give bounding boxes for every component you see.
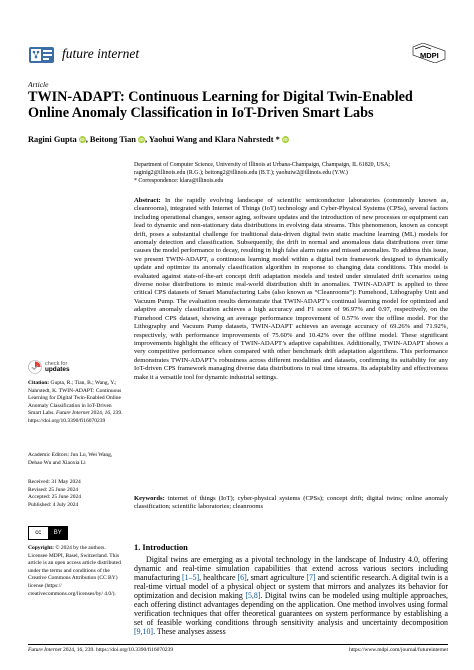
check-for-updates[interactable] [28, 360, 126, 374]
reference-link[interactable]: [6] [237, 573, 247, 582]
footer-divider [28, 644, 448, 645]
author-name: Yaohui Wang [148, 135, 200, 144]
article-title: TWIN-ADAPT: Continuous Learning for Digital Twin-Enabled Online Anomaly Classification in IoT-Driven Smart Labs [28, 89, 413, 121]
academic-editors: Academic Editors: Jun Lu, Wei Wang, Dehao Wu and Xiaoxia Li [28, 452, 113, 466]
reference-link[interactable]: [7] [306, 573, 316, 582]
orcid-icon[interactable]: iD [79, 137, 85, 142]
intro-text: , smart agriculture [246, 573, 307, 582]
journal-name: future internet [62, 46, 140, 61]
citation-text: Gupta, R.; Tian, B.; Wang, Y.; Nahrstedt, K. TWIN-ADAPT: Continuous Learning for Digital Twin-Enabled Online Anomaly Classification in IoT-Driven Smart Labs. [28, 380, 122, 417]
intro-text: Digital twins are emerging as a pivotal technology in the landscape of Industry 4.0, offering dynamic and real-time simulation capabilities that extend across various sectors including manufacturing [134, 555, 448, 582]
mdpi-logo-icon [411, 43, 447, 63]
section-heading: 1. Introduction [134, 543, 188, 552]
cc-license-badge[interactable] [28, 526, 68, 540]
author-name: Beitong Tian [89, 135, 139, 144]
citation-label: Citation: [28, 380, 50, 386]
date-received: Received: 31 May 2024 [28, 479, 81, 485]
author-separator: , [85, 135, 90, 144]
date-revised: Revised: 25 June 2024 [28, 486, 78, 493]
article-type: Article [28, 80, 49, 89]
date-accepted: Accepted: 25 June 2024 [28, 494, 81, 501]
correspondence: * Correspondence: klara@illinois.edu [134, 178, 224, 184]
affiliation-emails: raginig2@illinois.edu (R.G.); beitong2@illinois.edu (B.T.); yaohuiw2@illinois.edu (Y.W.) [134, 170, 348, 176]
citation-journal: Future Internet [55, 410, 90, 417]
citation-year: 2024, [89, 410, 105, 417]
citation-volume: 16 [104, 410, 111, 417]
citation-doi[interactable]: , 239. https://doi.org/10.3390/fi16070239 [28, 410, 123, 424]
reference-link[interactable]: [1–5] [182, 573, 200, 582]
reference-link[interactable]: [5,8] [245, 591, 261, 600]
author-name: Ragini Gupta [28, 135, 79, 144]
reference-link[interactable]: [9,10] [134, 627, 154, 636]
keywords-label: Keywords: [134, 495, 165, 502]
intro-text: . Digital twins can be modeled using multiple approaches, each offering distinct advantages depending on the application. One method involves using formal verification techniques that offer theoretical guarantees on system performance by establishing a set of feasible working conditions through sensitivity analysis and uncertainty decomposition [134, 591, 448, 627]
author-list [28, 135, 448, 144]
affiliation-line: Department of Computer Science, University of Illinois at Urbana-Champaign, Champaign, IL 61820, USA; [134, 162, 390, 168]
copyright-text: © 2024 by the authors. Licensee MDPI, Basel, Switzerland. This article is an open access article distributed under the terms and conditions of the Creative Commons Attribution (CC BY) license (https:// creativecommons.org/licenses/by/ 4.0/). [28, 545, 121, 597]
publication-dates [28, 479, 126, 509]
check-line1: check for [45, 361, 68, 367]
abstract [134, 197, 448, 382]
affiliation [134, 161, 454, 185]
author-separator: and [199, 135, 215, 144]
orcid-icon[interactable]: iD [139, 137, 144, 142]
keywords [134, 495, 448, 512]
keywords-text: internet of things (IoT); cyber-physical systems (CPSs); concept drift; digital twins; online anomaly classification; scientific laboratories; cleanrooms [134, 495, 448, 511]
abstract-label: Abstract: [134, 197, 161, 204]
orcid-icon[interactable]: iD [283, 137, 288, 142]
footer-journal-url[interactable]: https://www.mdpi.com/journal/futureinternet [349, 647, 448, 653]
copyright-notice [28, 545, 126, 598]
author-name: Klara Nahrstedt * [214, 135, 282, 144]
copyright-label: Copyright: [28, 545, 54, 551]
footer-journal: Future Internet [28, 647, 62, 653]
cc-icon: cc [29, 527, 49, 539]
citation-block [28, 380, 126, 426]
footer-citation [28, 647, 173, 653]
check-line2: updates [45, 366, 70, 373]
by-icon: BY [49, 527, 68, 539]
intro-text: . These analyses assess [153, 627, 226, 636]
mdpi-logo-text: MDPI [420, 51, 439, 60]
author-separator: , [145, 135, 149, 144]
intro-text: and scientific research. A digital twin is a real-time virtual model of a physical object or system that mirrors and analyzes its behavior for optimization and decision making [134, 573, 448, 600]
abstract-text: In the rapidly evolving landscape of scientific semiconductor laboratories (commonly known as, cleanrooms), integrated with Internet of Things (IoT) technology and Cyber-Physical Systems (CPSs), several factors including operational changes, sensor aging, software updates and the introduction of new processes or equipment can lead to dynamic and non-stationary data distributions in evolving data streams. This phenomenon, known as concept drift, poses a substantial challenge for traditional data-driven digital twin static machine learning (ML) models for anomaly detection and classification. Subsequently, the drift in normal and anomalous data distributions over time causes the model performance to decay, resulting in high false alarm rates and missed anomalies. To address this issue, we present TWIN-ADAPT, a continuous learning model within a digital twin framework designed to dynamically update and optimize its anomaly classification algorithm in response to changing data conditions. This model is evaluated against state-of-the-art concept drift adaptation models and tested under simulated drift scenarios using diverse noise distributions to mimic real-world distribution shift in anomalies. TWIN-ADAPT is applied to three critical CPS datasets of Smart Manufacturing Labs (also known as “Cleanrooms”): Fumehood, Lithography Unit and Vacuum Pump. The evaluation results demonstrate that TWIN-ADAPT’s continual learning model for optimized and adaptive anomaly classification achieves a high accuracy and F1 score of 96.97% and 0.97, respectively, on the Fumehood CPS dataset, showing an average performance improvement of 0.57% over the offline model. For the Lithography and Vacuum Pump datasets, TWIN-ADAPT achieves an average accuracy of 69.26% and 71.92%, respectively, with performance improvements of 75.60% and 10.42% over the offline model. These significant improvements highlight the efficacy of TWIN-ADAPT’s adaptive capabilities. Additionally, TWIN-ADAPT shows a very competitive performance when compared with other benchmark drift adaptation algorithms. This performance demonstrates TWIN-ADAPT’s robustness across different modalities and datasets, confirming its suitability for any IoT-driven CPS framework managing diverse data distributions in real time streams. Its adaptability and effectiveness make it a versatile tool for dynamic industrial settings. [134, 197, 448, 381]
footer-citation-text: 2024, 16, 239. https://doi.org/10.3390/fi16070239 [61, 647, 174, 653]
date-published: Published: 4 July 2024 [28, 501, 79, 508]
introduction-body [134, 555, 448, 636]
check-for-updates-icon [28, 360, 42, 374]
intro-text: , healthcare [199, 573, 238, 582]
journal-logo-icon [28, 41, 55, 68]
